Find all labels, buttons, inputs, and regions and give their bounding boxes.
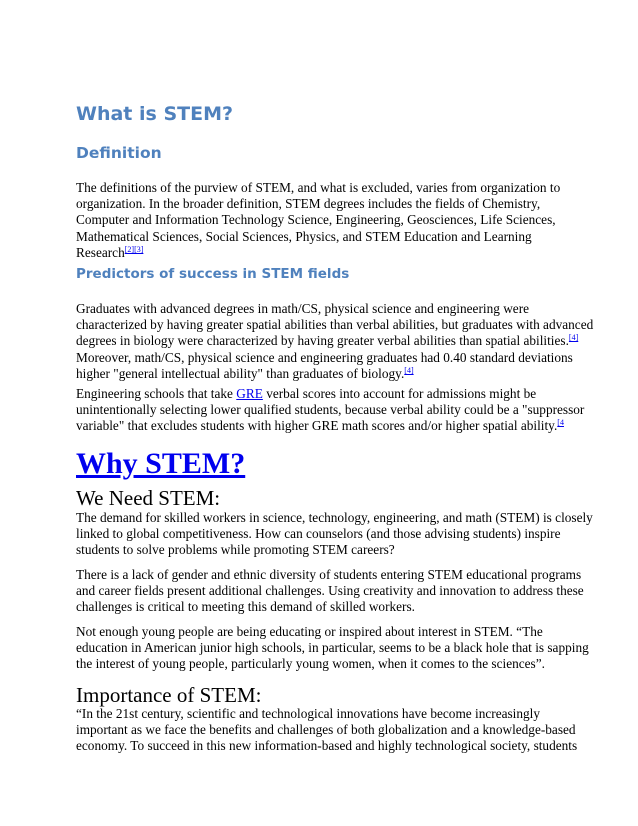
- text-line: The definitions of the purview of STEM, and what is excluded, varies from organization to: [76, 180, 561, 195]
- text-line: “In the 21st century, scientific and technological innovations have become increasingly: [76, 706, 541, 721]
- text-line: organization. In the broader definition, STEM degrees includes the fields of Chemistry,: [76, 196, 541, 212]
- definition-heading: Definition: [76, 144, 162, 162]
- text-line: students to solve problems while promoting STEM careers?: [76, 542, 395, 558]
- text-line: Research: [76, 244, 125, 260]
- text-line: Moreover, math/CS, physical science and engineering graduates had 0.40 standard deviations: [76, 349, 573, 365]
- text-line: education in American junior high schools, in particular, seems to be a black hole that is sapping: [76, 640, 589, 656]
- text-line: the interest of young people, particularly young women, when it comes to the sciences”.: [76, 656, 545, 672]
- citation-link[interactable]: [2][3]: [124, 244, 144, 254]
- text-line: Mathematical Sciences, Social Sciences, Physics, and STEM Education and Learning: [76, 228, 532, 244]
- importance-paragraph: [76, 706, 578, 755]
- text-line: The demand for skilled workers in science, technology, engineering, and math (STEM) is closely: [76, 510, 593, 525]
- text-line: Graduates with advanced degrees in math/CS, physical science and engineering were: [76, 301, 530, 316]
- need-paragraph-2: [76, 567, 584, 616]
- citation-link[interactable]: [4]: [404, 365, 414, 375]
- predictors-heading: Predictors of success in STEM fields: [76, 266, 350, 282]
- we-need-stem-heading: We Need STEM:: [76, 486, 221, 510]
- text-line: challenges is critical to meeting this demand of skilled workers.: [76, 599, 415, 615]
- text-line: important as we face the benefits and challenges of both globalization and a knowledge-based: [76, 722, 576, 738]
- text-line: unintentionally selecting lower qualified students, because verbal ability could be a "suppressor: [76, 402, 585, 418]
- need-paragraph-3: [76, 624, 589, 673]
- importance-heading: Importance of STEM:: [76, 683, 262, 707]
- text-line: degrees in biology were characterized by having greater verbal abilities than spatial abilities.: [76, 333, 569, 349]
- text-segment: verbal scores into account for admissions might be: [262, 386, 537, 401]
- definition-paragraph: [76, 180, 566, 261]
- text-line: There is a lack of gender and ethnic diversity of students entering STEM educational programs: [76, 567, 582, 582]
- text-line: Not enough young people are being educating or inspired about interest in STEM. “The: [76, 624, 543, 639]
- text-segment: Engineering schools that take: [76, 386, 237, 401]
- predictors-paragraph-2: [76, 386, 585, 435]
- text-line: linked to global competitiveness. How can counselors (and those advising students) inspire: [76, 526, 561, 542]
- need-paragraph-1: [76, 510, 593, 559]
- text-line: characterized by having greater spatial abilities than verbal abilities, but graduates with advanced: [76, 317, 594, 333]
- text-line: variable" that excludes students with higher GRE math scores and/or higher spatial ability.: [76, 418, 558, 434]
- text-line: and career fields present additional challenges. Using creativity and innovation to address these: [76, 583, 584, 599]
- gre-link[interactable]: GRE: [236, 386, 263, 401]
- text-line: Computer and Information Technology Science, Engineering, Geosciences, Life Sciences,: [76, 212, 556, 228]
- page-title: What is STEM?: [76, 103, 233, 125]
- text-line: economy. To succeed in this new information-based and highly technological society, students: [76, 738, 578, 754]
- predictors-paragraph-1: [76, 301, 594, 382]
- text-line: higher "general intellectual ability" than graduates of biology.: [76, 365, 405, 381]
- citation-link[interactable]: [4]: [568, 333, 579, 343]
- why-stem-heading[interactable]: Why STEM?: [76, 447, 246, 480]
- citation-link[interactable]: [4: [557, 418, 564, 428]
